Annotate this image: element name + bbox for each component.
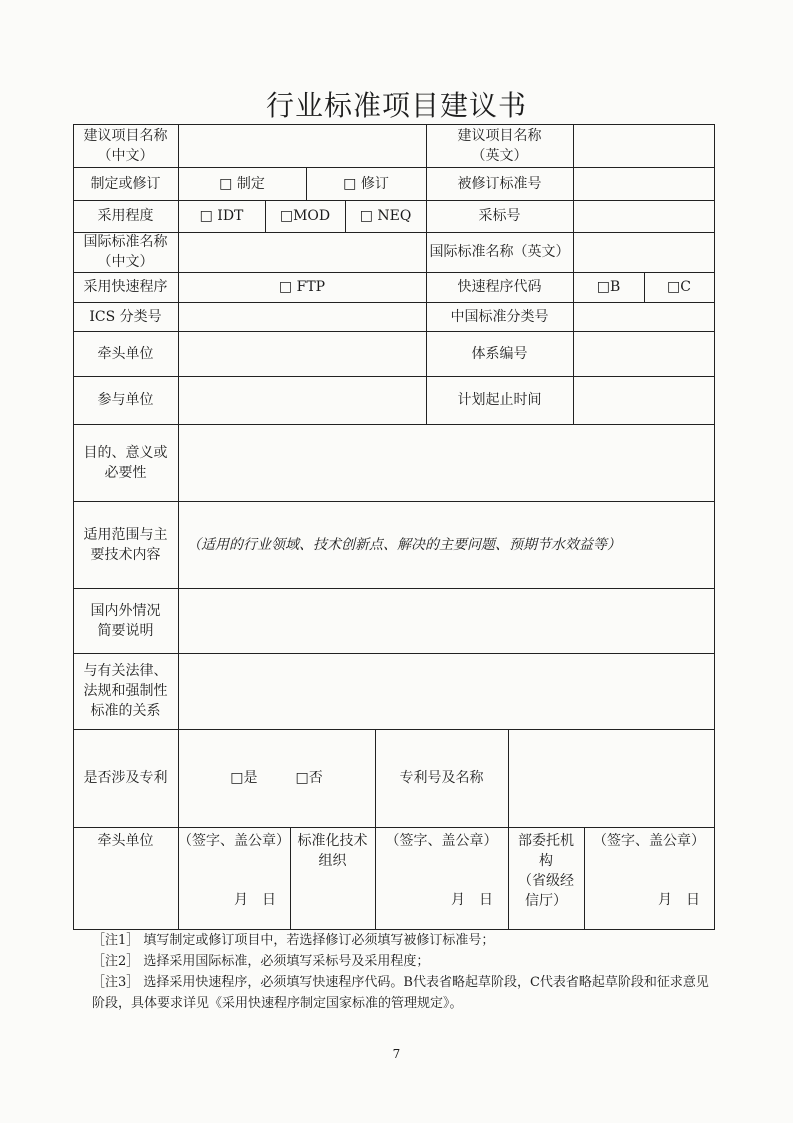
formulate-checkbox[interactable]: □ 制定 bbox=[219, 175, 265, 192]
patent-options bbox=[178, 729, 375, 827]
adopted-std-no-label: 采标号 bbox=[478, 208, 521, 224]
tc-signature[interactable] bbox=[375, 827, 508, 929]
date-month-day-1: 月 日 bbox=[234, 892, 276, 908]
revised-std-no-label: 被修订标准号 bbox=[457, 175, 542, 192]
sign-instruction-2: （签字、盖公章） bbox=[385, 833, 498, 849]
ministry-label: 部委托机 构 （省级经 信厅） bbox=[518, 833, 574, 909]
status-field[interactable] bbox=[179, 589, 714, 653]
date-month-day-3: 月 日 bbox=[658, 892, 700, 908]
name-en-field[interactable] bbox=[574, 125, 714, 167]
ccs-label: 中国标准分类号 bbox=[450, 308, 549, 325]
ministry-signature[interactable] bbox=[584, 827, 714, 929]
participants-field[interactable] bbox=[179, 377, 426, 424]
footnotes bbox=[92, 930, 712, 1014]
patent-label: 是否涉及专利 bbox=[83, 770, 168, 786]
sign-instruction-1: （签字、盖公章） bbox=[178, 833, 290, 849]
neq-checkbox[interactable]: □ NEQ bbox=[359, 208, 412, 224]
ftp-checkbox[interactable]: □ FTP bbox=[278, 279, 326, 295]
page-number: 7 bbox=[392, 1047, 401, 1061]
purpose-label: 目的、意义或 必要性 bbox=[83, 444, 168, 481]
participants-label: 参与单位 bbox=[97, 392, 154, 408]
fast-track-label: 采用快速程序 bbox=[83, 279, 168, 295]
purpose-field[interactable] bbox=[179, 425, 714, 501]
revise-checkbox[interactable]: □ 修订 bbox=[343, 175, 389, 192]
name-cn-field[interactable] bbox=[179, 125, 426, 167]
system-no-label: 体系编号 bbox=[471, 345, 528, 362]
scope-label: 适用范围与主 要技术内容 bbox=[83, 526, 168, 563]
ics-label: ICS 分类号 bbox=[89, 308, 162, 325]
ccs-field[interactable] bbox=[574, 303, 714, 331]
note-1: ［注1］ 填写制定或修订项目中，若选择修订必须填写被修订标准号； bbox=[92, 933, 495, 948]
patent-yes-checkbox[interactable]: □是 bbox=[230, 770, 258, 786]
adopted-std-no-field[interactable] bbox=[574, 201, 714, 232]
intl-name-cn-label: 国际标准名称 （中文） bbox=[83, 234, 168, 270]
tc-label: 标准化技术 组织 bbox=[297, 833, 368, 869]
revise-label: 制定或修订 bbox=[90, 175, 161, 192]
schedule-label: 计划起止时间 bbox=[457, 392, 542, 408]
mod-checkbox[interactable]: □MOD bbox=[279, 208, 331, 224]
revised-std-no-field[interactable] bbox=[574, 168, 714, 200]
lead-unit-label: 牵头单位 bbox=[97, 345, 154, 362]
system-no-field[interactable] bbox=[574, 332, 714, 376]
note-2: ［注2］ 选择采用国际标准，必须填写采标号及采用程度； bbox=[92, 954, 430, 969]
fast-code-label: 快速程序代码 bbox=[457, 279, 542, 295]
status-label: 国内外情况 简要说明 bbox=[90, 602, 161, 639]
name-cn-label: 建议项目名称 （中文） bbox=[83, 127, 168, 164]
intl-name-cn-field[interactable] bbox=[179, 233, 426, 272]
sign-instruction-3: （签字、盖公章） bbox=[593, 833, 705, 849]
date-month-day-2: 月 日 bbox=[451, 892, 493, 908]
patent-no-field[interactable] bbox=[509, 730, 714, 827]
idt-checkbox[interactable]: □ IDT bbox=[199, 208, 244, 224]
name-en-label: 建议项目名称 （英文） bbox=[457, 127, 542, 164]
patent-no-label: 专利号及名称 bbox=[399, 770, 484, 786]
patent-no-checkbox[interactable]: □否 bbox=[295, 770, 323, 786]
code-c-checkbox[interactable]: □C bbox=[667, 279, 691, 295]
intl-name-en-field[interactable] bbox=[574, 233, 714, 272]
note-3: ［注3］ 选择采用快速程序，必须填写快速程序代码。B代表省略起草阶段，C代表省略起草阶段和征求意见阶段，具体要求详见《采用快速程序制定国家标准的管理规定》。 bbox=[92, 975, 709, 1011]
lead-unit-field[interactable] bbox=[179, 332, 426, 376]
law-relation-label: 与有关法律、 法规和强制性 标准的关系 bbox=[83, 663, 168, 719]
law-relation-field[interactable] bbox=[179, 654, 714, 729]
intl-name-en-label: 国际标准名称（英文） bbox=[429, 244, 570, 260]
adoption-label: 采用程度 bbox=[97, 208, 154, 224]
scope-hint: （适用的行业领域、技术创新点、解决的主要问题、预期节水效益等） bbox=[187, 537, 621, 553]
sign-lead-unit-label: 牵头单位 bbox=[97, 833, 154, 849]
schedule-field[interactable] bbox=[574, 377, 714, 424]
lead-unit-signature[interactable] bbox=[178, 827, 290, 929]
page-title: 行业标准项目建议书 bbox=[265, 89, 527, 122]
ics-field[interactable] bbox=[179, 303, 426, 331]
code-b-checkbox[interactable]: □B bbox=[596, 279, 621, 295]
scope-field[interactable] bbox=[179, 502, 714, 588]
